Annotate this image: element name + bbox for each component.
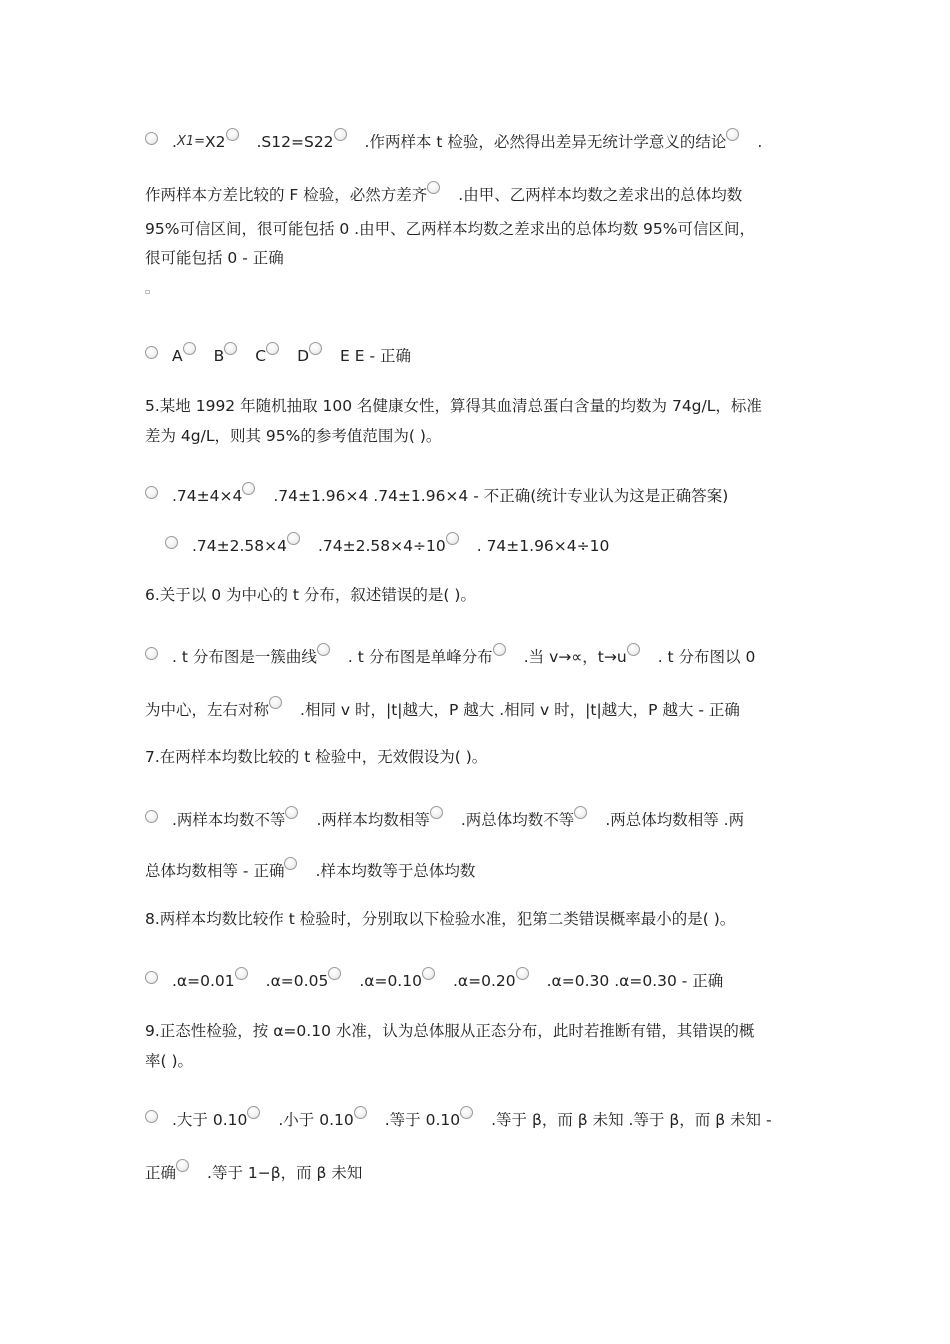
text-line — [145, 246, 810, 268]
option-text: .等于 1−β，而 β 未知 — [207, 1163, 363, 1182]
option-radio[interactable] — [328, 967, 341, 980]
text-line — [145, 217, 810, 239]
option-text: .α=0.20 — [452, 971, 516, 990]
option-radio[interactable] — [430, 806, 443, 819]
option-text: 为中心，左右对称 — [145, 700, 270, 719]
text-line — [145, 344, 810, 366]
option-radio[interactable] — [145, 132, 158, 145]
option-text: 8.两样本均数比较作 t 检验时，分别取以下检验水准，犯第二类错误概率最小的是( )。 — [145, 909, 736, 928]
option-text: .两样本均数不等 — [172, 810, 286, 829]
option-text: 差为 4g/L，则其 95%的参考值范围为( )。 — [145, 426, 442, 445]
option-radio[interactable] — [269, 696, 282, 709]
option-text: . t 分布图是单峰分布 — [347, 647, 493, 666]
option-radio[interactable] — [183, 342, 196, 355]
option-radio[interactable] — [266, 342, 279, 355]
option-radio[interactable] — [145, 1110, 158, 1123]
option-text: . — [757, 132, 763, 151]
option-text: .两总体均数相等 .两 — [605, 810, 745, 829]
option-text: C — [255, 346, 267, 365]
option-text: .α=0.05 — [265, 971, 329, 990]
option-text: 95%可信区间，很可能包括 0 .由甲、乙两样本均数之差求出的总体均数 95%可信区间， — [145, 219, 755, 238]
option-text: .74±4×4 — [172, 486, 243, 505]
option-text: 作两样本方差比较的 F 检验，必然方差齐 — [145, 185, 428, 204]
option-text: .由甲、乙两样本均数之差求出的总体均数 — [458, 185, 743, 204]
option-text: .相同 v 时，|t|越大，P 越大 .相同 v 时，|t|越大，P 越大 - 正确 — [300, 700, 740, 719]
option-text: 7.在两样本均数比较的 t 检验中，无效假设为( )。 — [145, 747, 488, 766]
option-radio[interactable] — [284, 857, 297, 870]
option-text: .74±2.58×4÷10 — [318, 536, 446, 555]
text-line — [145, 645, 810, 667]
option-radio[interactable] — [235, 967, 248, 980]
option-text: 率( )。 — [145, 1051, 194, 1070]
option-text: 5.某地 1992 年随机抽取 100 名健康女性，算得其血清总蛋白含量的均数为 74g/L，标准 — [145, 396, 762, 415]
text-line — [145, 1161, 810, 1183]
option-text: 6.关于以 0 为中心的 t 分布，叙述错误的是( )。 — [145, 585, 476, 604]
option-text: B — [213, 346, 225, 365]
option-text: .S12=S22 — [256, 132, 334, 151]
option-radio[interactable] — [145, 486, 158, 499]
option-radio[interactable] — [309, 342, 322, 355]
option-radio[interactable] — [145, 346, 158, 359]
option-text: . 74±1.96×4÷10 — [476, 536, 610, 555]
option-text: .当 v→∝，t→u — [523, 647, 627, 666]
option-radio[interactable] — [574, 806, 587, 819]
option-radio[interactable] — [427, 181, 440, 194]
option-text: .74±2.58×4 — [192, 536, 287, 555]
option-radio[interactable] — [247, 1106, 260, 1119]
option-radio[interactable] — [145, 810, 158, 823]
option-text: .大于 0.10 — [172, 1110, 248, 1129]
option-radio[interactable] — [165, 536, 178, 549]
option-radio[interactable] — [224, 342, 237, 355]
option-text: . t 分布图以 0 — [657, 647, 756, 666]
option-text: .α=0.01 — [172, 971, 235, 990]
option-text: .α=0.30 .α=0.30 - 正确 — [546, 971, 724, 990]
text-line — [145, 1108, 810, 1130]
text-line — [145, 859, 810, 881]
text-line — [145, 745, 810, 767]
option-text: .两样本均数相等 — [316, 810, 430, 829]
text-line — [145, 907, 810, 929]
option-text: X2 — [205, 132, 226, 151]
text-line — [145, 484, 810, 506]
option-text: .作两样本 t 检验，必然得出差异无统计学意义的结论 — [364, 132, 727, 151]
option-text: A — [172, 346, 183, 365]
option-text: D — [297, 346, 310, 365]
option-radio[interactable] — [226, 128, 239, 141]
option-text: .两总体均数不等 — [460, 810, 575, 829]
text-line — [145, 583, 810, 605]
option-radio[interactable] — [627, 643, 640, 656]
text-line — [145, 183, 810, 205]
option-text: .α=0.10 — [359, 971, 422, 990]
text-line — [145, 394, 810, 416]
option-text: X1= — [176, 133, 206, 149]
option-text: 很可能包括 0 - 正确 — [145, 248, 284, 267]
option-radio[interactable] — [493, 643, 506, 656]
option-radio[interactable] — [145, 647, 158, 660]
option-radio[interactable] — [354, 1106, 367, 1119]
text-line — [145, 1049, 810, 1071]
text-line — [145, 698, 810, 720]
option-radio[interactable] — [422, 967, 435, 980]
option-text: 9.正态性检验，按 α=0.10 水准，认为总体服从正态分布，此时若推断有错，其错误的概 — [145, 1021, 755, 1040]
text-line — [165, 534, 810, 556]
option-radio[interactable] — [334, 128, 347, 141]
option-radio[interactable] — [176, 1159, 189, 1172]
option-text: .74±1.96×4 .74±1.96×4 - 不正确(统计专业认为这是正确答案) — [273, 486, 729, 505]
option-text: E E - 正确 — [340, 346, 411, 365]
text-line — [145, 808, 810, 830]
option-radio[interactable] — [516, 967, 529, 980]
option-text: .样本均数等于总体均数 — [315, 861, 476, 880]
option-text: . — [172, 132, 177, 151]
text-line — [145, 130, 810, 152]
option-radio[interactable] — [317, 643, 330, 656]
text-line — [145, 280, 810, 302]
text-line — [145, 969, 810, 991]
option-radio[interactable] — [145, 971, 158, 984]
option-text: .小于 0.10 — [278, 1110, 354, 1129]
image-placeholder: ▫ — [145, 286, 151, 296]
option-text: 总体均数相等 - 正确 — [145, 861, 285, 880]
option-radio[interactable] — [446, 532, 459, 545]
option-text: .等于 β，而 β 未知 .等于 β，而 β 未知 - — [491, 1110, 772, 1129]
option-text: 正确 — [145, 1163, 177, 1182]
option-radio[interactable] — [287, 532, 300, 545]
option-radio[interactable] — [285, 806, 298, 819]
option-radio[interactable] — [460, 1106, 473, 1119]
text-line — [145, 424, 810, 446]
option-radio[interactable] — [242, 482, 255, 495]
option-radio[interactable] — [726, 128, 739, 141]
option-text: . t 分布图是一簇曲线 — [172, 647, 317, 666]
text-line — [145, 1019, 810, 1041]
option-text: .等于 0.10 — [384, 1110, 461, 1129]
